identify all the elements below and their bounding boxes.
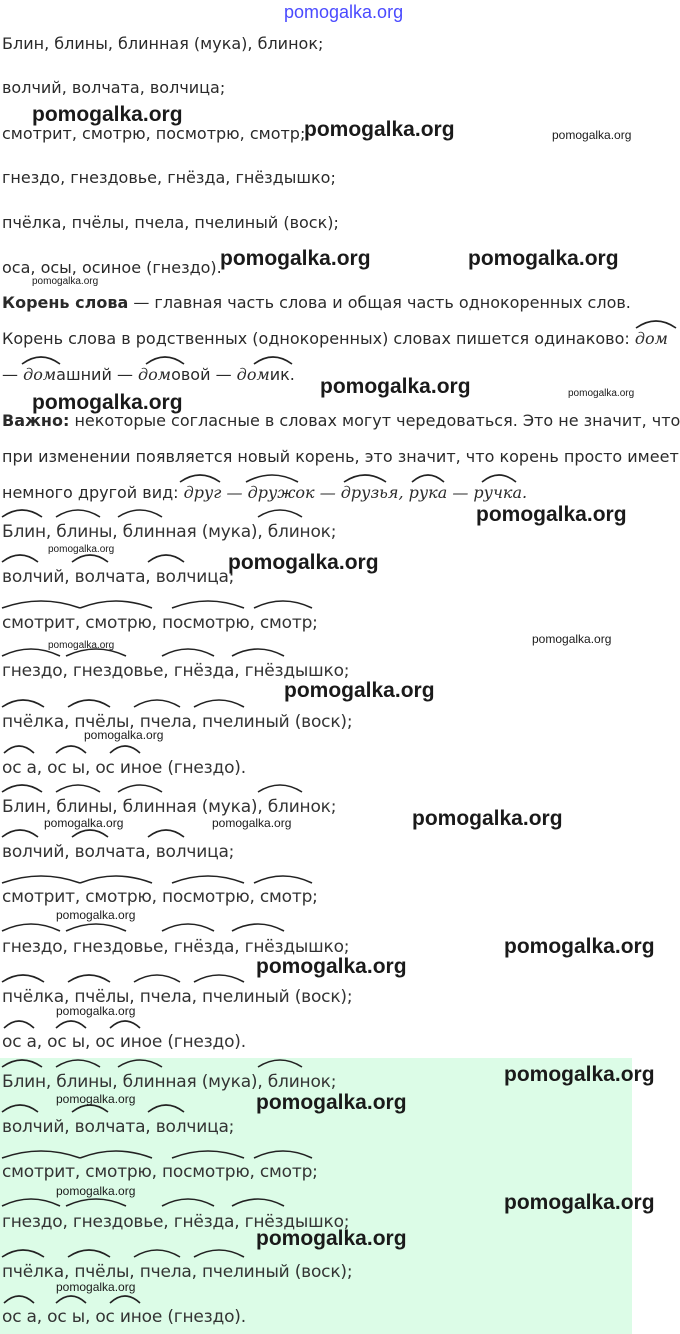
- example-root: дом: [236, 365, 270, 384]
- important-line-3: [2, 482, 527, 504]
- rule-term: Корень слова: [2, 293, 129, 312]
- root-arc: [2, 830, 38, 837]
- intro-line-5: пчёлка, пчёлы, пчела, пчелиный (воск);: [2, 213, 339, 232]
- root-arc: [2, 510, 42, 517]
- root-arc: [134, 975, 180, 982]
- watermark: pomogalka.org: [32, 276, 99, 287]
- watermark: pomogalka.org: [568, 388, 635, 399]
- watermark: pomogalka.org: [32, 103, 183, 126]
- root-arc: [4, 1021, 34, 1028]
- root-arc: [68, 975, 110, 982]
- ex1-line-2: волчий, волчата, волчица;: [2, 567, 235, 587]
- root-arc: [22, 357, 60, 364]
- root-arc: [56, 1021, 86, 1028]
- watermark: pomogalka.org: [256, 1227, 407, 1250]
- rule-line-1: [2, 292, 631, 314]
- watermark: pomogalka.org: [48, 544, 115, 555]
- root-arc: [68, 700, 110, 707]
- root-arc: [258, 785, 302, 792]
- root-arc: [72, 555, 108, 562]
- ex3-line-2: волчий, волчата, волчица;: [2, 1117, 235, 1137]
- ex1-line-5: пчёлка, пчёлы, пчела, пчелиный (воск);: [2, 712, 353, 732]
- watermark: pomogalka.org: [504, 1063, 655, 1086]
- ex3-line-4: гнездо, гнездовье, гнёзда, гнёздышко;: [2, 1212, 350, 1232]
- ex2-line-5: пчёлка, пчёлы, пчела, пчелиный (воск);: [2, 987, 353, 1007]
- root-arc: [2, 555, 38, 562]
- example-root: дом: [23, 365, 57, 384]
- root-arc: [636, 321, 676, 328]
- root-arc: [146, 357, 184, 364]
- root-arc: [2, 785, 42, 792]
- ex3-line-6: ос а, ос ы, ос иное (гнездо).: [2, 1307, 246, 1327]
- watermark: pomogalka.org: [476, 503, 627, 526]
- root-arc: [172, 876, 244, 883]
- root-arc: [194, 975, 244, 982]
- root-arc: [232, 649, 284, 656]
- watermark: pomogalka.org: [228, 551, 379, 574]
- watermark: pomogalka.org: [56, 1004, 136, 1018]
- root-arc: [148, 555, 184, 562]
- root-arc: [246, 475, 298, 482]
- root-arc: [4, 746, 34, 753]
- root-arc: [254, 876, 312, 883]
- intro-line-2: волчий, волчата, волчица;: [2, 78, 226, 97]
- ex1-line-3: смотрит, смотрю, посмотрю, смотр;: [2, 613, 318, 633]
- root-arc: [162, 924, 214, 931]
- rule-text: Корень слова в родственных (однокоренных) словах пишется одинаково:: [2, 329, 635, 348]
- root-arc: [56, 510, 100, 517]
- watermark: pomogalka.org: [256, 955, 407, 978]
- ex2-line-4: гнездо, гнездовье, гнёзда, гнёздышко;: [2, 937, 350, 957]
- rule-definition: — главная часть слова и общая часть однокоренных слов.: [128, 293, 631, 312]
- example-rest: овой: [171, 365, 211, 384]
- example-rest: ик.: [269, 365, 295, 384]
- watermark: pomogalka.org: [412, 807, 563, 830]
- root-arc: [2, 924, 60, 931]
- watermark: pomogalka.org: [32, 391, 183, 414]
- watermark: pomogalka.org: [320, 375, 471, 398]
- root-arc: [412, 475, 444, 482]
- ex2-line-1: Блин, блины, блинная (мука), блинок;: [2, 797, 337, 817]
- root-arc: [344, 475, 386, 482]
- watermark: pomogalka.org: [56, 1280, 136, 1294]
- dash: —: [116, 365, 133, 384]
- ex1-line-6: ос а, ос ы, ос иное (гнездо).: [2, 758, 246, 778]
- watermark: pomogalka.org: [48, 640, 115, 651]
- dash: —: [215, 365, 232, 384]
- ex1-line-4: гнездо, гнездовье, гнёзда, гнёздышко;: [2, 661, 350, 681]
- ex3-line-3: смотрит, смотрю, посмотрю, смотр;: [2, 1162, 318, 1182]
- root-arc: [56, 746, 86, 753]
- root-arc: [110, 746, 140, 753]
- watermark: pomogalka.org: [532, 632, 612, 646]
- intro-line-3: смотрит, смотрю, посмотрю, смотр;: [2, 124, 306, 143]
- root-arc: [2, 876, 80, 883]
- root-arc: [172, 601, 244, 608]
- root-arc: [80, 601, 152, 608]
- watermark: pomogalka.org: [284, 679, 435, 702]
- root-arc: [2, 700, 44, 707]
- watermark: pomogalka.org: [220, 247, 371, 270]
- root-arc: [232, 924, 284, 931]
- rule-line-2: [2, 328, 668, 350]
- rule-line-3: [2, 364, 295, 386]
- root-arc: [118, 510, 162, 517]
- intro-line-4: гнездо, гнездовье, гнёзда, гнёздышко;: [2, 168, 336, 187]
- important-line-2: при изменении появляется новый корень, это значит, что корень просто имеет: [2, 447, 679, 466]
- watermark: pomogalka.org: [256, 1091, 407, 1114]
- root-arc: [66, 924, 126, 931]
- root-arc: [56, 785, 100, 792]
- watermark: pomogalka.org: [552, 128, 632, 142]
- root-arc: [254, 357, 292, 364]
- root-arc: [80, 876, 152, 883]
- root-arc: [118, 785, 162, 792]
- root-arc: [194, 700, 244, 707]
- ex2-line-6: ос а, ос ы, ос иное (гнездо).: [2, 1032, 246, 1052]
- ex2-line-2: волчий, волчата, волчица;: [2, 842, 235, 862]
- watermark: pomogalka.org: [504, 1191, 655, 1214]
- important-label: Важно:: [2, 411, 70, 430]
- root-arc: [72, 830, 108, 837]
- important-prefix: немного другой вид:: [2, 483, 184, 502]
- intro-line-6: оса, осы, осиное (гнездо).: [2, 258, 222, 277]
- watermark: pomogalka.org: [304, 118, 455, 141]
- ex3-line-1: Блин, блины, блинная (мука), блинок;: [2, 1072, 337, 1092]
- example-root: дом: [138, 365, 172, 384]
- root-arc: [134, 700, 180, 707]
- intro-line-1: Блин, блины, блинная (мука), блинок;: [2, 34, 324, 53]
- example-rest: ашний: [56, 365, 112, 384]
- root-arc: [148, 830, 184, 837]
- watermark: pomogalka.org: [56, 1092, 136, 1106]
- root-arc: [2, 601, 80, 608]
- root-arc: [482, 475, 516, 482]
- watermark: pomogalka.org: [56, 908, 136, 922]
- ex3-line-5: пчёлка, пчёлы, пчела, пчелиный (воск);: [2, 1262, 353, 1282]
- dash: —: [2, 365, 18, 384]
- root-arc: [254, 601, 312, 608]
- root-arc: [110, 1021, 140, 1028]
- watermark: pomogalka.org: [84, 728, 164, 742]
- ex1-line-1: Блин, блины, блинная (мука), блинок;: [2, 522, 337, 542]
- watermark: pomogalka.org: [212, 816, 292, 830]
- important-examples: друг — дружок — друзья, рука — ручка.: [183, 483, 528, 502]
- root-arc: [258, 510, 302, 517]
- watermark: pomogalka.org: [504, 935, 655, 958]
- root-arc: [180, 475, 220, 482]
- ex2-line-3: смотрит, смотрю, посмотрю, смотр;: [2, 887, 318, 907]
- important-text: некоторые согласные в словах могут чередоваться. Это не значит, что: [69, 411, 680, 430]
- rule-root-word: дом: [634, 329, 668, 348]
- watermark: pomogalka.org: [56, 1184, 136, 1198]
- watermark-top: pomogalka.org: [284, 2, 404, 22]
- watermark: pomogalka.org: [44, 816, 124, 830]
- root-arc: [162, 649, 214, 656]
- root-arc: [2, 975, 44, 982]
- watermark: pomogalka.org: [468, 247, 619, 270]
